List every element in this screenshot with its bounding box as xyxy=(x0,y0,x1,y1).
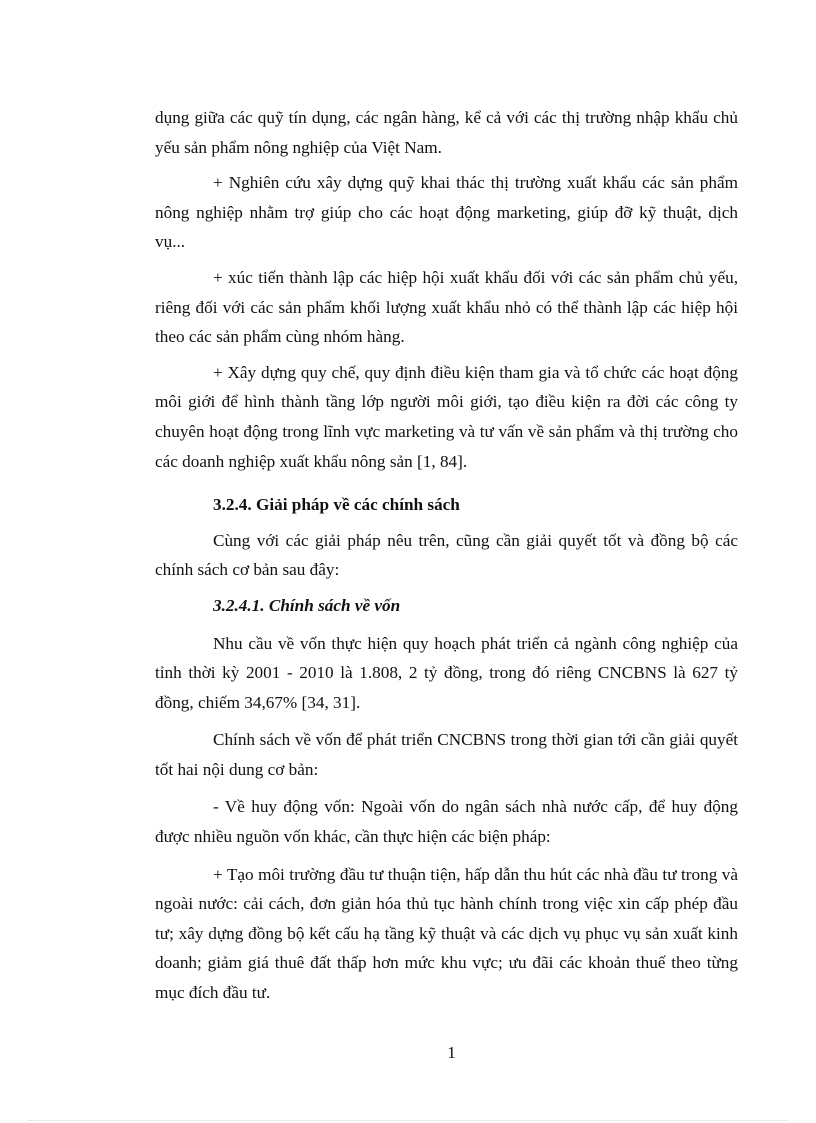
paragraph-export-associations: + xúc tiến thành lập các hiệp hội xuất khẩu đối với các sản phẩm chủ yếu, riêng đối với các sản phẩm khối lượng xuất khẩu nhỏ có thể thành lập các hiệp hội theo các sản phẩm cùng nhóm hàng. xyxy=(155,267,738,347)
paragraph-capital-policy: Chính sách về vốn để phát triển CNCBNS trong thời gian tới cần giải quyết tốt hai nội dung cơ bản: xyxy=(155,730,738,779)
section-heading: 3.2.4. Giải pháp về các chính sách xyxy=(213,495,460,515)
paragraph-capital-demand: Nhu cầu về vốn thực hiện quy hoạch phát triển cả ngành công nghiệp của tỉnh thời kỳ 2001 - 2010 là 1.808, 2 tỷ đồng, trong đó riêng CNCBNS là 627 tỷ đồng, chiếm 34,67% [34, 31]. xyxy=(155,633,738,712)
paragraph-capital-mobilization: - Về huy động vốn: Ngoài vốn do ngân sách nhà nước cấp, để huy động được nhiều nguồn vốn khác, cần thực hiện các biện pháp: xyxy=(155,797,738,847)
subsection-heading: 3.2.4.1. Chính sách về vốn xyxy=(213,595,401,615)
page-number: 1 xyxy=(447,1043,456,1062)
paragraph-market-fund: + Nghiên cứu xây dựng quỹ khai thác thị trường xuất khẩu các sản phẩm nông nghiệp nhằm trợ giúp cho các hoạt động marketing, giúp đỡ kỹ thuật, dịch vụ... xyxy=(155,173,738,252)
paragraph-brokerage-regulations: + Xây dựng quy chế, quy định điều kiện tham gia và tổ chức các hoạt động môi giới để hình thành tầng lớp người môi giới, tạo điều kiện ra đời các công ty chuyên hoạt động trong lĩnh vực marketing và tư vấn về sản phẩm và thị trường cho các doanh nghiệp xuất khẩu nông sản [1, 84]. xyxy=(155,362,738,471)
paragraph-continuation: dụng giữa các quỹ tín dụng, các ngân hàng, kể cả với các thị trường nhập khẩu chủ yếu sản phẩm nông nghiệp của Việt Nam. xyxy=(155,108,738,157)
document-body xyxy=(155,103,738,1008)
footer-divider xyxy=(28,1120,788,1121)
paragraph-investment-environment: + Tạo môi trường đầu tư thuận tiện, hấp dẫn thu hút các nhà đầu tư trong và ngoài nước: cải cách, đơn giản hóa thủ tục hành chính trong việc xin cấp phép đầu tư; xây dựng đồng bộ kết cấu hạ tầng kỹ thuật và các dịch vụ phục vụ sản xuất kinh doanh; giảm giá thuê đất thấp hơn mức khu vực; ưu đãi các khoản thuế theo từng mục đích đầu tư. xyxy=(155,864,738,1003)
paragraph-policies-intro: Cùng với các giải pháp nêu trên, cũng cần giải quyết tốt và đồng bộ các chính sách cơ bản sau đây: xyxy=(155,530,738,580)
